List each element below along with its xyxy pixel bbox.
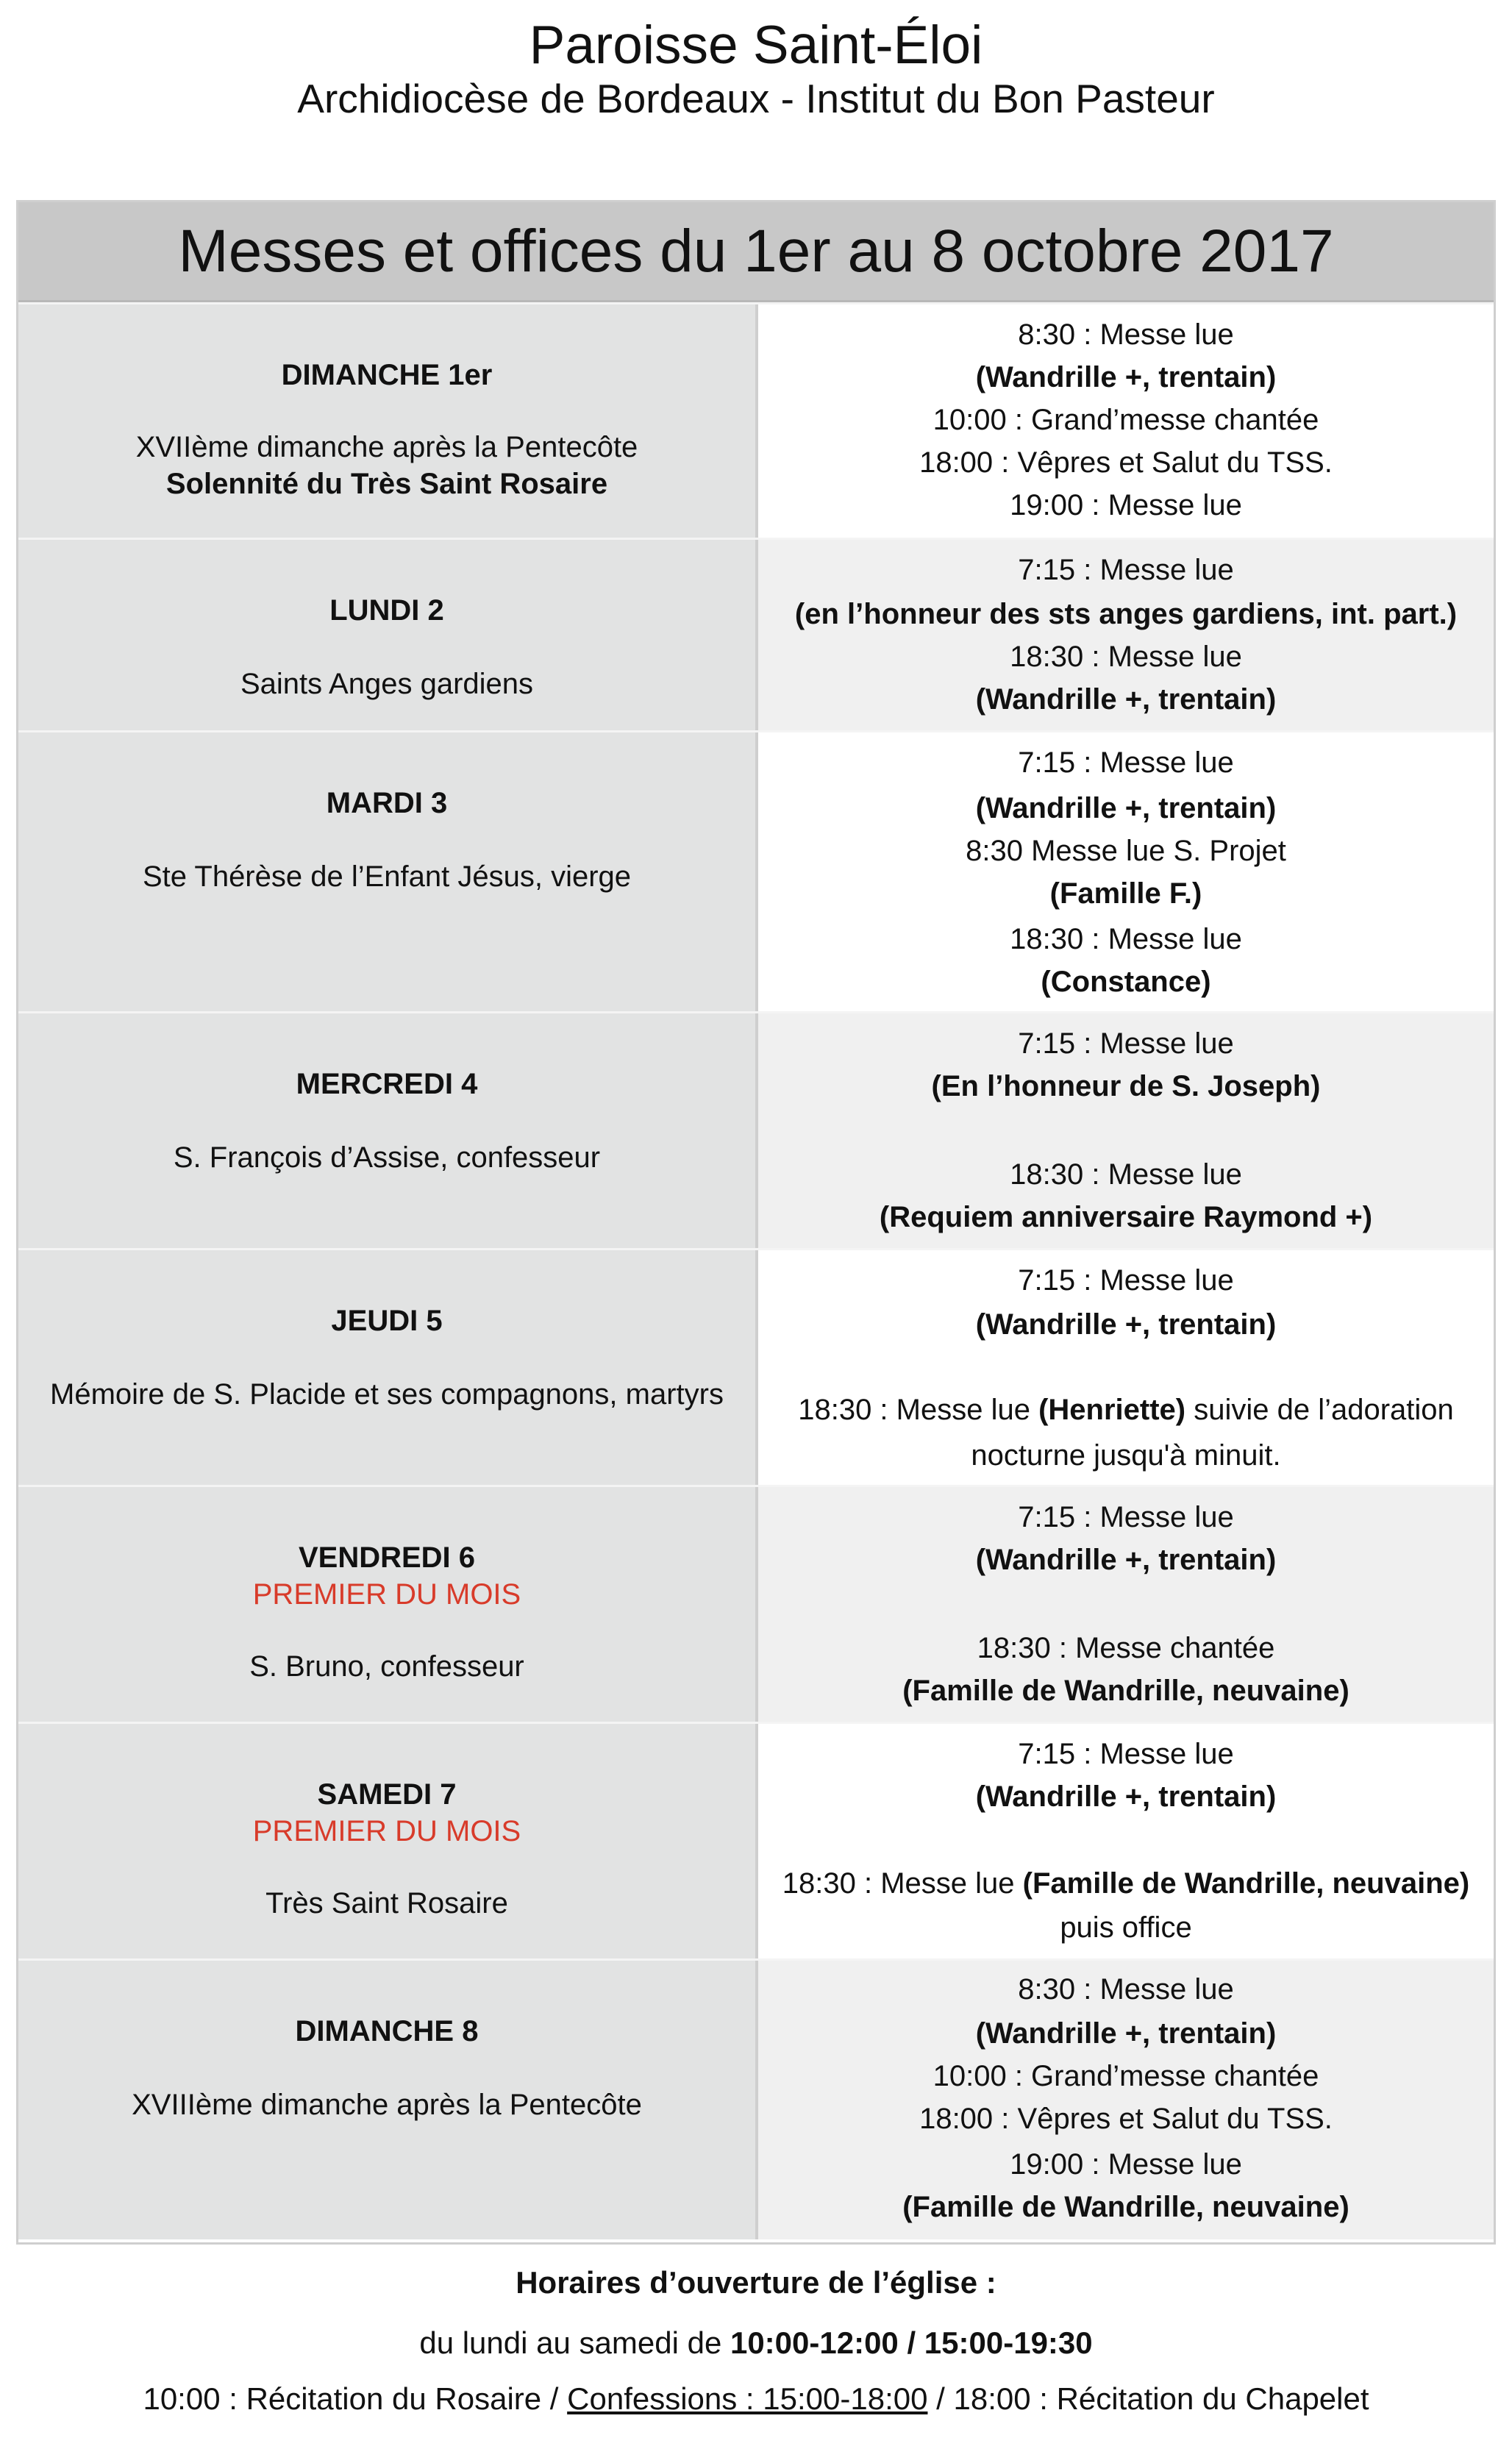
chaplet-text: / 18:00 : Récitation du Chapelet <box>927 2381 1369 2416</box>
day-label: DIMANCHE 1er <box>281 359 493 391</box>
service-intention: (Famille de Wandrille, neuvaine) <box>1022 1867 1470 1900</box>
service-line: 18:00 : Vêpres et Salut du TSS. <box>919 446 1333 479</box>
services-cell <box>758 1250 1494 1485</box>
service-intention: (Wandrille +, trentain) <box>975 1308 1277 1341</box>
service-intention: (Famille de Wandrille, neuvaine) <box>902 2191 1349 2223</box>
day-label: SAMEDI 7 <box>317 1778 457 1811</box>
confessions-text: Confessions : 15:00-18:00 <box>567 2381 928 2416</box>
feast-label: Ste Thérèse de l’Enfant Jésus, vierge <box>142 860 632 893</box>
rosary-text: 10:00 : Récitation du Rosaire / <box>143 2381 568 2416</box>
feast-label: Saints Anges gardiens <box>240 668 534 700</box>
service-line: 10:00 : Grand’messe chantée <box>932 2060 1319 2092</box>
feast-label: XVIIème dimanche après la Pentecôte <box>135 431 638 463</box>
day-label: LUNDI 2 <box>329 594 444 627</box>
service-line: nocturne jusqu'à minuit. <box>971 1439 1281 1472</box>
service-intention: (Wandrille +, trentain) <box>975 1780 1277 1813</box>
service-continuation: suivie de l’adoration <box>1185 1394 1454 1426</box>
service-intention: (Wandrille +, trentain) <box>975 1544 1277 1576</box>
feast-label: S. Bruno, confesseur <box>249 1650 524 1683</box>
service-intention: (Wandrille +, trentain) <box>975 683 1277 716</box>
day-label: MARDI 3 <box>326 787 448 819</box>
service-intention: (en l’honneur des sts anges gardiens, int. part.) <box>794 598 1458 630</box>
day-cell <box>18 540 758 730</box>
day-label: MERCREDI 4 <box>296 1068 478 1100</box>
day-cell <box>18 1013 758 1248</box>
day-label: DIMANCHE 8 <box>295 2015 479 2047</box>
service-line: 7:15 : Messe lue <box>1018 1501 1234 1533</box>
service-line: 8:30 : Messe lue <box>1018 318 1234 351</box>
service-time: 18:30 : Messe lue <box>782 1867 1023 1900</box>
day-cell <box>18 1487 758 1722</box>
daily-devotions <box>0 2381 1512 2417</box>
feast-solemnity: Solennité du Très Saint Rosaire <box>165 468 608 500</box>
services-cell <box>758 1724 1494 1958</box>
service-intention: (Famille de Wandrille, neuvaine) <box>902 1675 1349 1707</box>
feast-label: Mémoire de S. Placide et ses compagnons, martyrs <box>50 1378 724 1411</box>
day-cell <box>18 304 758 538</box>
service-intention: (Wandrille +, trentain) <box>975 361 1277 393</box>
opening-hours-times: 10:00-12:00 / 15:00-19:30 <box>730 2325 1093 2360</box>
day-row-sunday-8 <box>18 1958 1494 2239</box>
service-intention: (Wandrille +, trentain) <box>975 2017 1277 2050</box>
first-of-month-label: PREMIER DU MOIS <box>252 1578 521 1611</box>
day-label: VENDREDI 6 <box>298 1541 476 1574</box>
day-cell <box>18 1724 758 1958</box>
services-cell <box>758 1013 1494 1248</box>
service-line-adoration <box>758 1389 1494 1431</box>
feast-label: Très Saint Rosaire <box>265 1887 508 1919</box>
opening-hours-title: Horaires d’ouverture de l’église : <box>516 2265 996 2300</box>
day-row-thursday-5 <box>18 1248 1494 1485</box>
feast-label: XVIIIème dimanche après la Pentecôte <box>132 2089 642 2121</box>
feast-label: S. François d’Assise, confesseur <box>173 1141 601 1174</box>
service-line: puis office <box>1060 1911 1192 1944</box>
day-cell <box>18 1250 758 1485</box>
opening-hours-days <box>0 2325 1512 2361</box>
services-cell <box>758 540 1494 730</box>
services-cell <box>758 1487 1494 1722</box>
service-intention: (Henriette) <box>1038 1394 1186 1426</box>
service-line: 18:30 : Messe lue <box>1010 1158 1242 1191</box>
service-line: 7:15 : Messe lue <box>1018 1027 1234 1060</box>
day-row-saturday-7 <box>18 1722 1494 1958</box>
service-line: 18:30 : Messe lue <box>1010 923 1242 955</box>
service-intention: (Wandrille +, trentain) <box>975 792 1277 824</box>
schedule-table <box>16 200 1496 2245</box>
service-line: 10:00 : Grand’messe chantée <box>932 404 1319 436</box>
day-cell <box>18 1961 758 2239</box>
service-line: 18:00 : Vêpres et Salut du TSS. <box>919 2103 1333 2135</box>
day-row-tuesday-3 <box>18 730 1494 1011</box>
day-cell <box>18 732 758 1011</box>
first-of-month-label: PREMIER DU MOIS <box>252 1815 521 1847</box>
service-line: 7:15 : Messe lue <box>1018 746 1234 779</box>
day-row-sunday-1 <box>18 302 1494 538</box>
service-line: 8:30 Messe lue S. Projet <box>966 835 1286 867</box>
service-intention: (Famille F.) <box>1049 877 1202 910</box>
services-cell <box>758 1961 1494 2239</box>
service-intention: (En l’honneur de S. Joseph) <box>931 1070 1321 1102</box>
day-row-wednesday-4 <box>18 1011 1494 1248</box>
diocese-name: Archidiocèse de Bordeaux - Institut du Bon Pasteur <box>297 76 1215 121</box>
services-cell <box>758 304 1494 538</box>
service-line: 7:15 : Messe lue <box>1018 1738 1234 1770</box>
service-line-evening <box>758 1862 1494 1905</box>
service-line: 19:00 : Messe lue <box>1010 2148 1242 2181</box>
schedule-title: Messes et offices du 1er au 8 octobre 2017 <box>18 202 1494 302</box>
service-line: 18:30 : Messe chantée <box>977 1632 1275 1664</box>
day-row-monday-2 <box>18 538 1494 730</box>
day-row-friday-6 <box>18 1485 1494 1722</box>
services-cell <box>758 732 1494 1011</box>
service-line: 8:30 : Messe lue <box>1018 1973 1234 2006</box>
service-line: 19:00 : Messe lue <box>1010 489 1242 521</box>
service-intention: (Requiem anniversaire Raymond +) <box>879 1201 1373 1233</box>
day-label: JEUDI 5 <box>331 1305 443 1337</box>
service-line: 18:30 : Messe lue <box>1010 641 1242 673</box>
parish-name: Paroisse Saint-Éloi <box>529 15 983 75</box>
service-intention: (Constance) <box>1041 966 1211 998</box>
opening-hours-label: du lundi au samedi de <box>419 2325 730 2360</box>
service-line: 7:15 : Messe lue <box>1018 554 1234 586</box>
service-line: 7:15 : Messe lue <box>1018 1264 1234 1297</box>
service-time: 18:30 : Messe lue <box>798 1394 1039 1426</box>
